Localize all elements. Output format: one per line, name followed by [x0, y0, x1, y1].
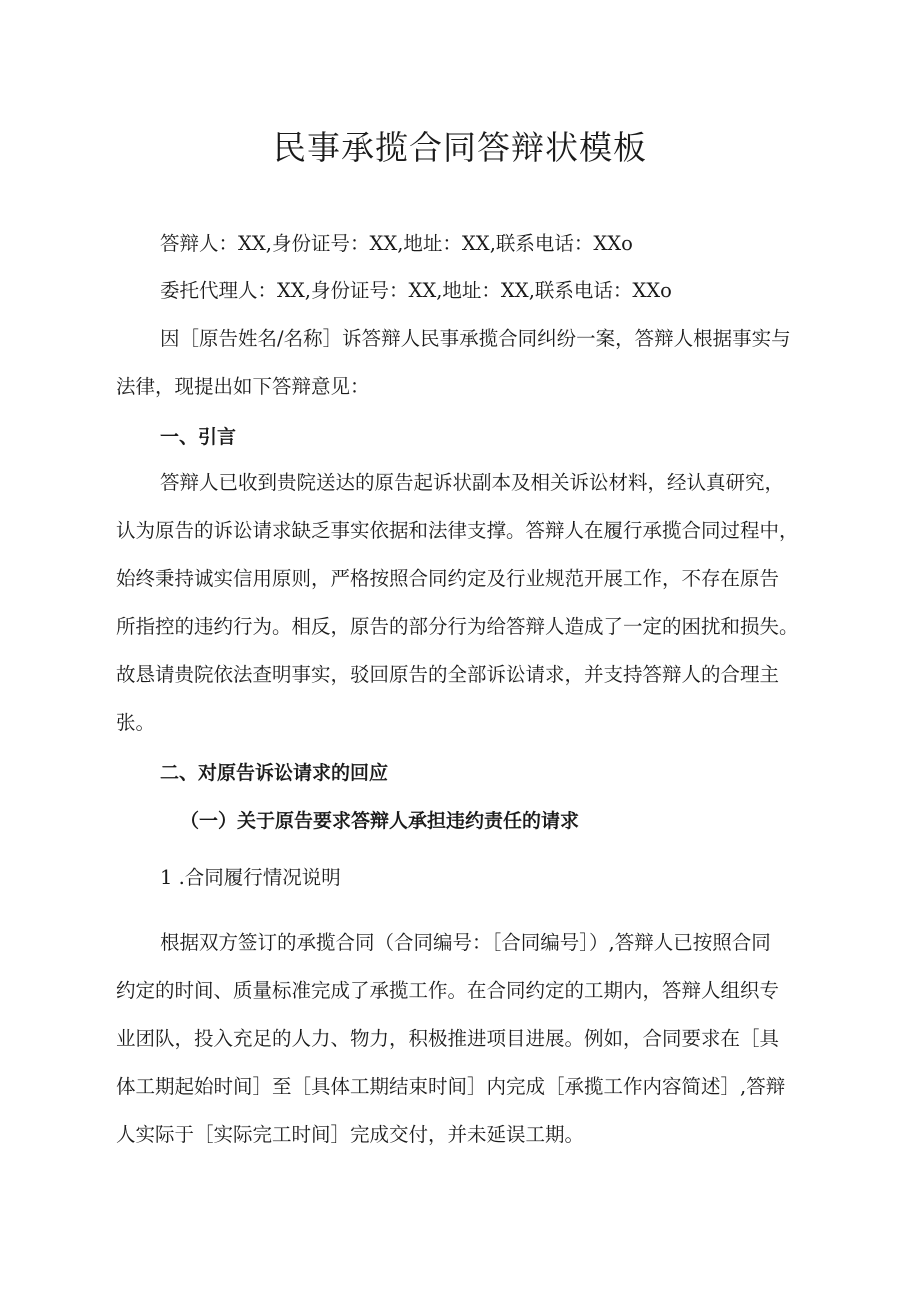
section-1-line-3: 始终秉持诚实信用原则，严格按照合同约定及行业规范开展工作，不存在原告 [116, 567, 780, 590]
section-1-line-5: 故恳请贵院依法查明事实，驳回原告的全部诉讼请求，并支持答辩人的合理主 [116, 663, 780, 686]
intro-line-2: 法律，现提出如下答辩意见： [116, 375, 370, 398]
section-1-line-4: 所指控的违约行为。相反，原告的部分行为给答辩人造成了一定的困扰和损失。 [116, 615, 799, 638]
respondent-line: 答辩人：XX,身份证号：XX,地址：XX,联系电话：XXo [160, 232, 633, 255]
section-1-heading: 一、引言 [160, 426, 237, 448]
agent-line: 委托代理人：XX,身份证号：XX,地址：XX,联系电话：XXo [160, 279, 672, 302]
section-2-subheading: （一）关于原告要求答辩人承担违约责任的请求 [180, 810, 580, 832]
section-2-item-1: 1 .合同履行情况说明 [160, 866, 341, 889]
section-1-line-6: 张。 [116, 711, 156, 734]
section-1-line-2: 认为原告的诉讼请求缺乏事实依据和法律支撑。答辩人在履行承揽合同过程中， [116, 519, 799, 542]
intro-line-1: 因［原告姓名/名称］诉答辩人民事承揽合同纠纷一案，答辩人根据事实与 [160, 327, 791, 350]
section-2-line-2: 约定的时间、质量标准完成了承揽工作。在合同约定的工期内，答辩人组织专 [116, 979, 780, 1002]
section-2-line-3: 业团队，投入充足的人力、物力，积极推进项目进展。例如，合同要求在［具 [116, 1027, 780, 1050]
section-2-line-4: 体工期起始时间］至［具体工期结束时间］内完成［承揽工作内容简述］,答辩 [116, 1075, 786, 1098]
section-2-heading: 二、对原告诉讼请求的回应 [160, 762, 389, 784]
section-1-line-1: 答辩人已收到贵院送达的原告起诉状副本及相关诉讼材料，经认真研究， [160, 471, 785, 494]
document-title: 民事承揽合同答辩状模板 [273, 128, 647, 167]
section-2-line-1: 根据双方签订的承揽合同（合同编号：［合同编号］）,答辩人已按照合同 [160, 931, 771, 954]
section-2-line-5: 人实际于［实际完工时间］完成交付，并未延误工期。 [116, 1123, 585, 1146]
